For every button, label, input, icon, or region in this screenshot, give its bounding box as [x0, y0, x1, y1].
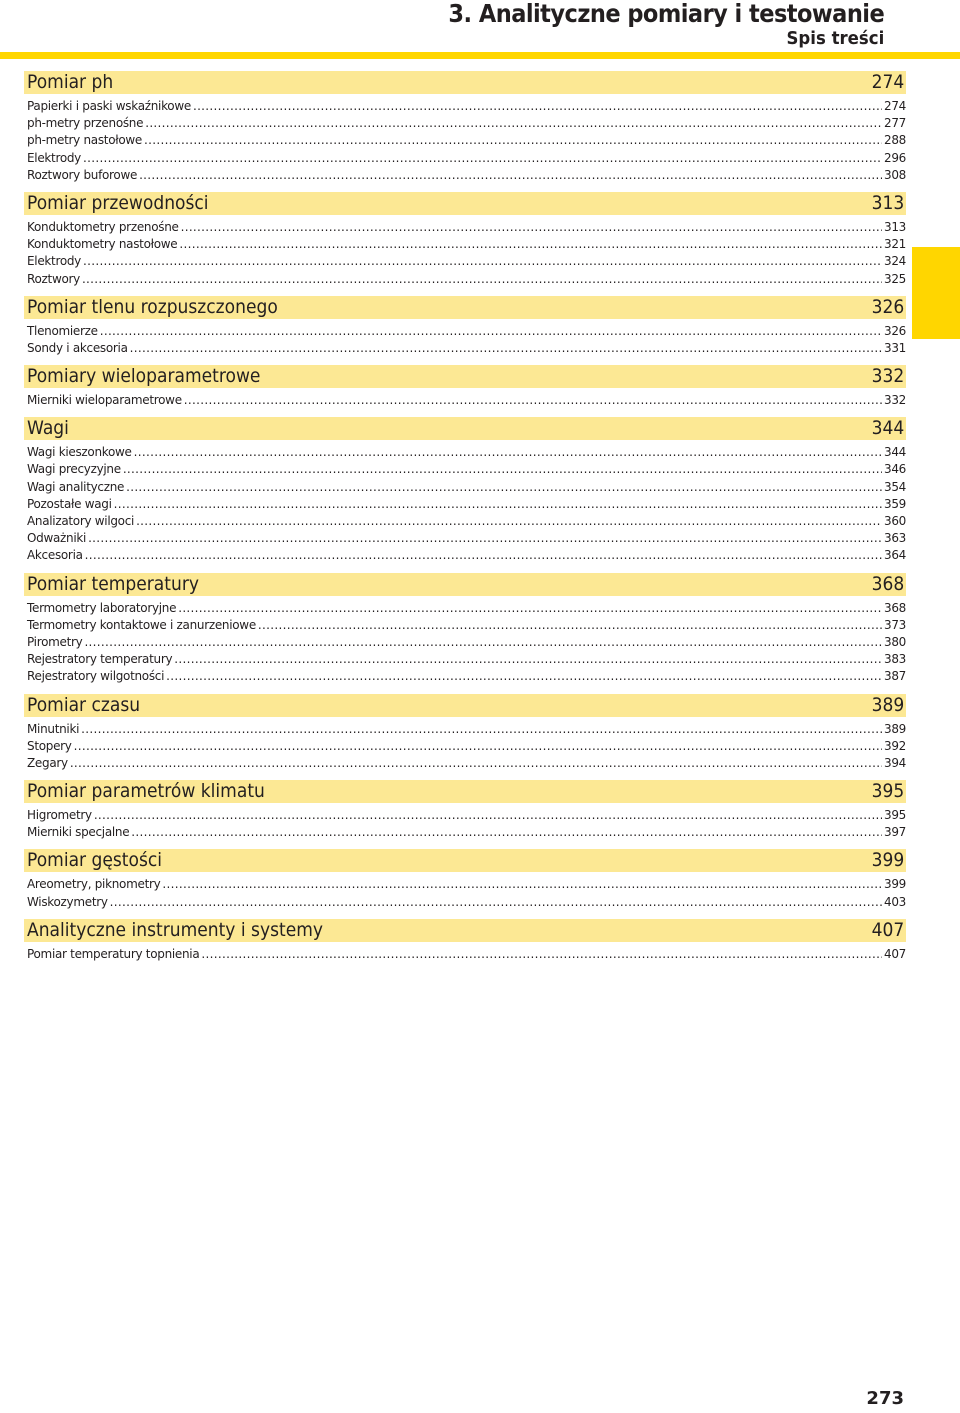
toc-entry[interactable] — [24, 150, 906, 167]
table-of-contents — [24, 71, 906, 971]
dot-leader — [100, 323, 882, 340]
toc-entry-page: 387 — [883, 669, 906, 684]
toc-section — [24, 919, 906, 963]
toc-section — [24, 849, 906, 910]
toc-entry-title: Roztwory — [27, 271, 80, 286]
section-heading-page: 407 — [871, 918, 904, 941]
section-heading-page: 399 — [871, 849, 904, 872]
toc-entry-page: 346 — [883, 462, 906, 477]
toc-entry[interactable] — [24, 132, 906, 149]
toc-entry-title: Termometry kontaktowe i zanurzeniowe — [27, 617, 256, 632]
toc-entry-page: 363 — [883, 531, 906, 546]
side-tab — [912, 247, 960, 339]
toc-entry-page: 397 — [883, 825, 906, 840]
section-heading-title: Pomiar przewodności — [27, 191, 209, 214]
toc-entry-page: 407 — [883, 946, 906, 961]
toc-entry-page: 321 — [883, 237, 906, 252]
toc-entry-title: Tlenomierze — [27, 323, 98, 338]
toc-entry[interactable] — [24, 115, 906, 132]
toc-entry-page: 331 — [883, 340, 906, 355]
toc-entry-page: 383 — [883, 652, 906, 667]
toc-entry-page: 395 — [883, 808, 906, 823]
dot-leader — [130, 340, 882, 357]
dot-leader — [110, 894, 882, 911]
dot-leader — [162, 876, 882, 893]
section-heading-title: Pomiar ph — [27, 71, 114, 93]
dot-leader — [74, 738, 882, 755]
dot-leader — [85, 547, 882, 564]
section-heading-title: Pomiar czasu — [27, 693, 141, 716]
toc-entry[interactable] — [24, 946, 906, 963]
dot-leader — [193, 98, 882, 115]
toc-section — [24, 694, 906, 773]
section-heading-page: 313 — [871, 191, 904, 214]
dot-leader — [83, 150, 882, 167]
toc-entry[interactable] — [24, 721, 906, 738]
toc-entry[interactable] — [24, 167, 906, 184]
toc-entry[interactable] — [24, 807, 906, 824]
toc-entry[interactable] — [24, 547, 906, 564]
toc-entry-title: Rejestratory wilgotności — [27, 669, 165, 684]
dot-leader — [82, 271, 882, 288]
toc-entry-title: Stopery — [27, 738, 72, 753]
toc-entry-title: Mierniki specjalne — [27, 825, 130, 840]
toc-entry-page: 332 — [883, 393, 906, 408]
toc-entry-page: 308 — [883, 167, 906, 182]
toc-entry[interactable] — [24, 738, 906, 755]
toc-entry-title: Sondy i akcesoria — [27, 340, 128, 355]
dot-leader — [70, 755, 882, 772]
section-heading-page: 389 — [871, 693, 904, 716]
toc-entry[interactable] — [24, 651, 906, 668]
toc-entry[interactable] — [24, 98, 906, 115]
toc-entry-page: 288 — [883, 133, 906, 148]
toc-section — [24, 71, 906, 184]
toc-entry-title: Konduktometry nastołowe — [27, 237, 178, 252]
toc-section-heading[interactable] — [24, 849, 906, 872]
toc-section-heading[interactable] — [24, 192, 906, 215]
toc-entry-page: 360 — [883, 514, 906, 528]
section-heading-page: 274 — [871, 71, 904, 93]
toc-entry[interactable] — [24, 323, 906, 340]
section-heading-page: 332 — [871, 365, 904, 388]
toc-entry-title: Wagi analityczne — [27, 479, 125, 494]
dot-leader — [174, 651, 882, 668]
dot-leader — [123, 461, 882, 478]
toc-entry-page: 277 — [883, 116, 906, 131]
toc-entry-page: 296 — [883, 150, 906, 165]
top-rule — [0, 52, 960, 59]
section-heading-page: 395 — [871, 780, 904, 803]
toc-entry-title: Konduktometry przenośne — [27, 219, 179, 234]
toc-entry-title: Akcesoria — [27, 548, 83, 563]
toc-section-heading[interactable] — [24, 417, 906, 440]
section-heading-page: 368 — [871, 572, 904, 595]
toc-entry-page: 389 — [883, 721, 906, 736]
section-heading-title: Analityczne instrumenty i systemy — [27, 918, 323, 941]
dot-leader — [184, 392, 882, 409]
toc-entry-page: 359 — [883, 496, 906, 511]
toc-entry[interactable] — [24, 219, 906, 236]
dot-leader — [178, 600, 882, 617]
toc-section-heading[interactable] — [24, 296, 906, 319]
toc-entry[interactable] — [24, 479, 906, 496]
dot-leader — [258, 617, 882, 634]
toc-entry-title: Termometry laboratoryjne — [27, 600, 177, 615]
chapter-title: 3. Analityczne pomiary i testowanie — [448, 0, 884, 28]
dot-leader — [88, 530, 882, 547]
dot-leader — [84, 634, 882, 651]
toc-entry[interactable] — [24, 530, 906, 547]
toc-entry-page: 394 — [883, 755, 906, 770]
toc-entry-title: Higrometry — [27, 808, 92, 823]
toc-section-heading[interactable] — [24, 780, 906, 803]
toc-section — [24, 365, 906, 409]
section-heading-title: Pomiar parametrów klimatu — [27, 780, 265, 803]
section-heading-page: 344 — [871, 417, 904, 440]
toc-entry-title: Wagi precyzyjne — [27, 462, 121, 477]
dot-leader — [81, 721, 882, 738]
toc-entry-title: Papierki i paski wskaźnikowe — [27, 99, 191, 113]
toc-entry[interactable] — [24, 668, 906, 685]
section-heading-title: Wagi — [27, 417, 69, 440]
toc-entry-page: 368 — [883, 600, 906, 615]
dot-leader — [201, 946, 882, 963]
toc-entry[interactable] — [24, 236, 906, 253]
toc-entry-page: 326 — [883, 323, 906, 338]
section-label: Spis treści — [786, 28, 884, 49]
toc-entry-title: Wiskozymetry — [27, 894, 108, 909]
section-heading-title: Pomiary wieloparametrowe — [27, 365, 261, 388]
section-heading-page: 326 — [871, 295, 904, 318]
toc-entry[interactable] — [24, 496, 906, 513]
toc-entry-title: Zegary — [27, 755, 68, 770]
toc-entry-title: Analizatory wilgoci — [27, 514, 135, 528]
toc-section — [24, 192, 906, 288]
toc-entry-title: Mierniki wieloparametrowe — [27, 393, 182, 408]
toc-entry-page: 380 — [883, 634, 906, 649]
dot-leader — [145, 115, 882, 132]
toc-entry[interactable] — [24, 824, 906, 841]
toc-entry-title: Minutniki — [27, 721, 80, 736]
toc-entry-page: 344 — [883, 445, 906, 460]
toc-section — [24, 296, 906, 357]
toc-section — [24, 780, 906, 841]
toc-entry-title: Odważniki — [27, 531, 87, 546]
toc-entry-page: 399 — [883, 877, 906, 892]
toc-entry-page: 373 — [883, 617, 906, 632]
toc-entry-title: Roztwory buforowe — [27, 167, 138, 182]
toc-entry-title: Elektrody — [27, 150, 81, 165]
toc-entry[interactable] — [24, 392, 906, 409]
toc-entry[interactable] — [24, 513, 906, 530]
section-heading-title: Pomiar gęstości — [27, 849, 163, 872]
toc-entry[interactable] — [24, 876, 906, 893]
section-heading-title: Pomiar temperatury — [27, 572, 199, 595]
dot-leader — [144, 132, 882, 149]
page-number: 273 — [866, 1388, 904, 1409]
toc-entry[interactable] — [24, 617, 906, 634]
toc-section — [24, 417, 906, 564]
toc-entry[interactable] — [24, 340, 906, 357]
toc-section-heading[interactable] — [24, 694, 906, 717]
toc-entry-title: ph-metry przenośne — [27, 116, 144, 131]
dot-leader — [181, 219, 882, 236]
toc-entry-title: Areometry, piknometry — [27, 877, 161, 892]
dot-leader — [166, 668, 882, 685]
toc-entry-title: Pirometry — [27, 634, 83, 649]
toc-entry-page: 364 — [883, 548, 906, 563]
toc-entry-title: Pomiar temperatury topnienia — [27, 946, 200, 961]
dot-leader — [179, 236, 882, 253]
toc-section-heading[interactable] — [24, 919, 906, 942]
toc-section-heading[interactable] — [24, 71, 906, 94]
toc-section — [24, 573, 906, 686]
toc-entry-page: 274 — [883, 99, 906, 113]
toc-entry[interactable] — [24, 444, 906, 461]
dot-leader — [136, 513, 882, 530]
toc-entry-page: 403 — [883, 894, 906, 909]
toc-entry[interactable] — [24, 755, 906, 772]
toc-entry-page: 324 — [883, 254, 906, 269]
toc-entry-title: Rejestratory temperatury — [27, 652, 173, 667]
toc-entry[interactable] — [24, 461, 906, 478]
toc-entry-page: 325 — [883, 271, 906, 286]
toc-entry[interactable] — [24, 271, 906, 288]
dot-leader — [139, 167, 882, 184]
toc-entry-title: ph-metry nastołowe — [27, 133, 142, 148]
dot-leader — [114, 496, 882, 513]
toc-entry[interactable] — [24, 634, 906, 651]
toc-entry-title: Pozostałe wagi — [27, 496, 112, 511]
toc-entry[interactable] — [24, 253, 906, 270]
dot-leader — [126, 479, 882, 496]
toc-section-heading[interactable] — [24, 365, 906, 388]
dot-leader — [134, 444, 882, 461]
toc-entry-page: 313 — [883, 219, 906, 234]
section-heading-title: Pomiar tlenu rozpuszczonego — [27, 295, 278, 318]
dot-leader — [83, 253, 882, 270]
toc-entry-title: Elektrody — [27, 254, 81, 269]
toc-section-heading[interactable] — [24, 573, 906, 596]
dot-leader — [131, 824, 882, 841]
dot-leader — [94, 807, 882, 824]
toc-entry[interactable] — [24, 600, 906, 617]
toc-entry-page: 354 — [883, 479, 906, 494]
toc-entry[interactable] — [24, 894, 906, 911]
toc-entry-page: 392 — [883, 738, 906, 753]
toc-entry-title: Wagi kieszonkowe — [27, 445, 132, 460]
